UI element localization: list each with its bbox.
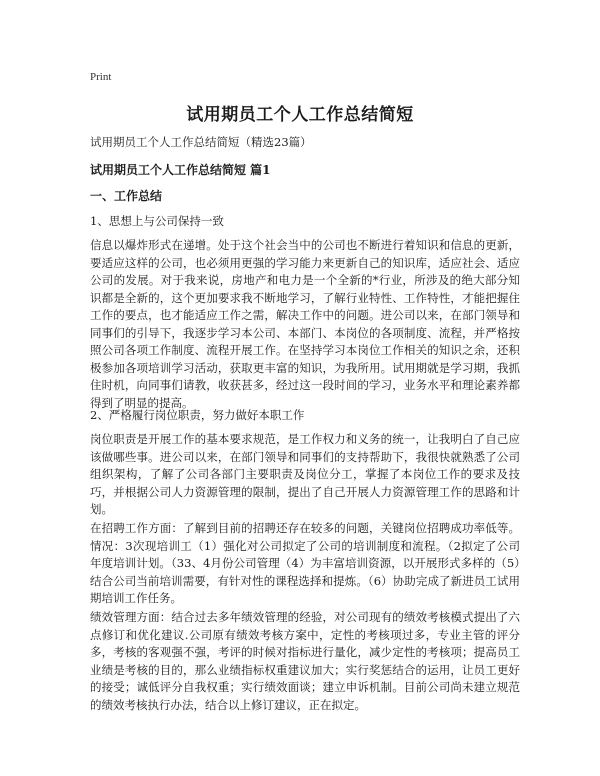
paragraph-recruitment: 在招聘工作方面：了解到目前的招聘还存在较多的问题，关键岗位招聘成功率低等。情况：3次现培训工（1）强化对公司拟定了公司的培训制度和流程。（2拟定了公司年度培训计划。（33、4月份公司管理（4）为丰富培训资源，以开展形式多样的（5）结合公司当前培训需要，有针对性的课程选择和提炼。（6）协助完成了新进员工试用期培训工作任务。: [90, 521, 520, 605]
article-heading: 试用期员工个人工作总结简短 篇1: [90, 163, 271, 177]
document-title: 试用期员工个人工作总结简短: [186, 105, 414, 125]
document-subtitle: 试用期员工个人工作总结简短（精选23篇）: [90, 135, 312, 149]
print-label[interactable]: Print: [90, 71, 112, 83]
subheading-duties: 2、严格履行岗位职责，努力做好本职工作: [90, 408, 305, 422]
paragraph-performance: 绩效管理方面：结合过去多年绩效管理的经验，对公司现有的绩效考核模式提出了六点修订和优化建议.公司原有绩效考核方案中，定性的考核项过多，专业主管的评分多，考核的客观强不强，考评的时候对指标进行量化，减少定性的考核项；提高员工业绩是考核的目的，那么业绩指标权重建议加大；实行奖惩结合的运用，让员工更好的接受；诚低评分自我权重；实行绩效面谈；建立申诉机制。目前公司尚未建立规范的绩效考核执行办法，结合以上修订建议，正在拟定。: [90, 610, 520, 712]
section-heading-summary: 一、工作总结: [90, 189, 163, 203]
paragraph-learning: 信息以爆炸形式在递增。处于这个社会当中的公司也不断进行着知识和信息的更新，要适应这样的公司，也必须用更强的学习能力来更新自己的知识库，适应社会、适应公司的发展。对于我来说，房地产和电力是一个全新的*行业，所涉及的绝大部分知识都是全新的，这个更加要求我不断地学习，了解行业特性、工作特性，才能把握住工作的要点，也才能适应工作之需，解决工作中的问题。进公司以来，在部门领导和同事们的引导下，我逐步学习本公司、本部门、本岗位的各项制度、流程，并严格按照公司各项工作制度、流程开展工作。在坚持学习本岗位工作相关的知识之余，还积极参加各项培训学习活动，获取更丰富的知识，为我所用。试用期就是学习期，我抓住时机，向同事们请教，收获甚多，经过这一段时间的学习，业务水平和理论素养都得到了明显的提高。: [90, 238, 520, 410]
subheading-thinking: 1、思想上与公司保持一致: [90, 214, 224, 228]
paragraph-duties: 岗位职责是开展工作的基本要求规范，是工作权力和义务的统一，让我明白了自己应该做哪些事。进公司以来，在部门领导和同事们的支持帮助下，我很快就熟悉了公司组织架构，了解了公司各部门主要职责及岗位分工，掌握了本岗位工作的要求及技巧，并根据公司人力资源管理的限制，提出了自己开展人力资源管理工作的思路和计划。: [90, 432, 520, 516]
